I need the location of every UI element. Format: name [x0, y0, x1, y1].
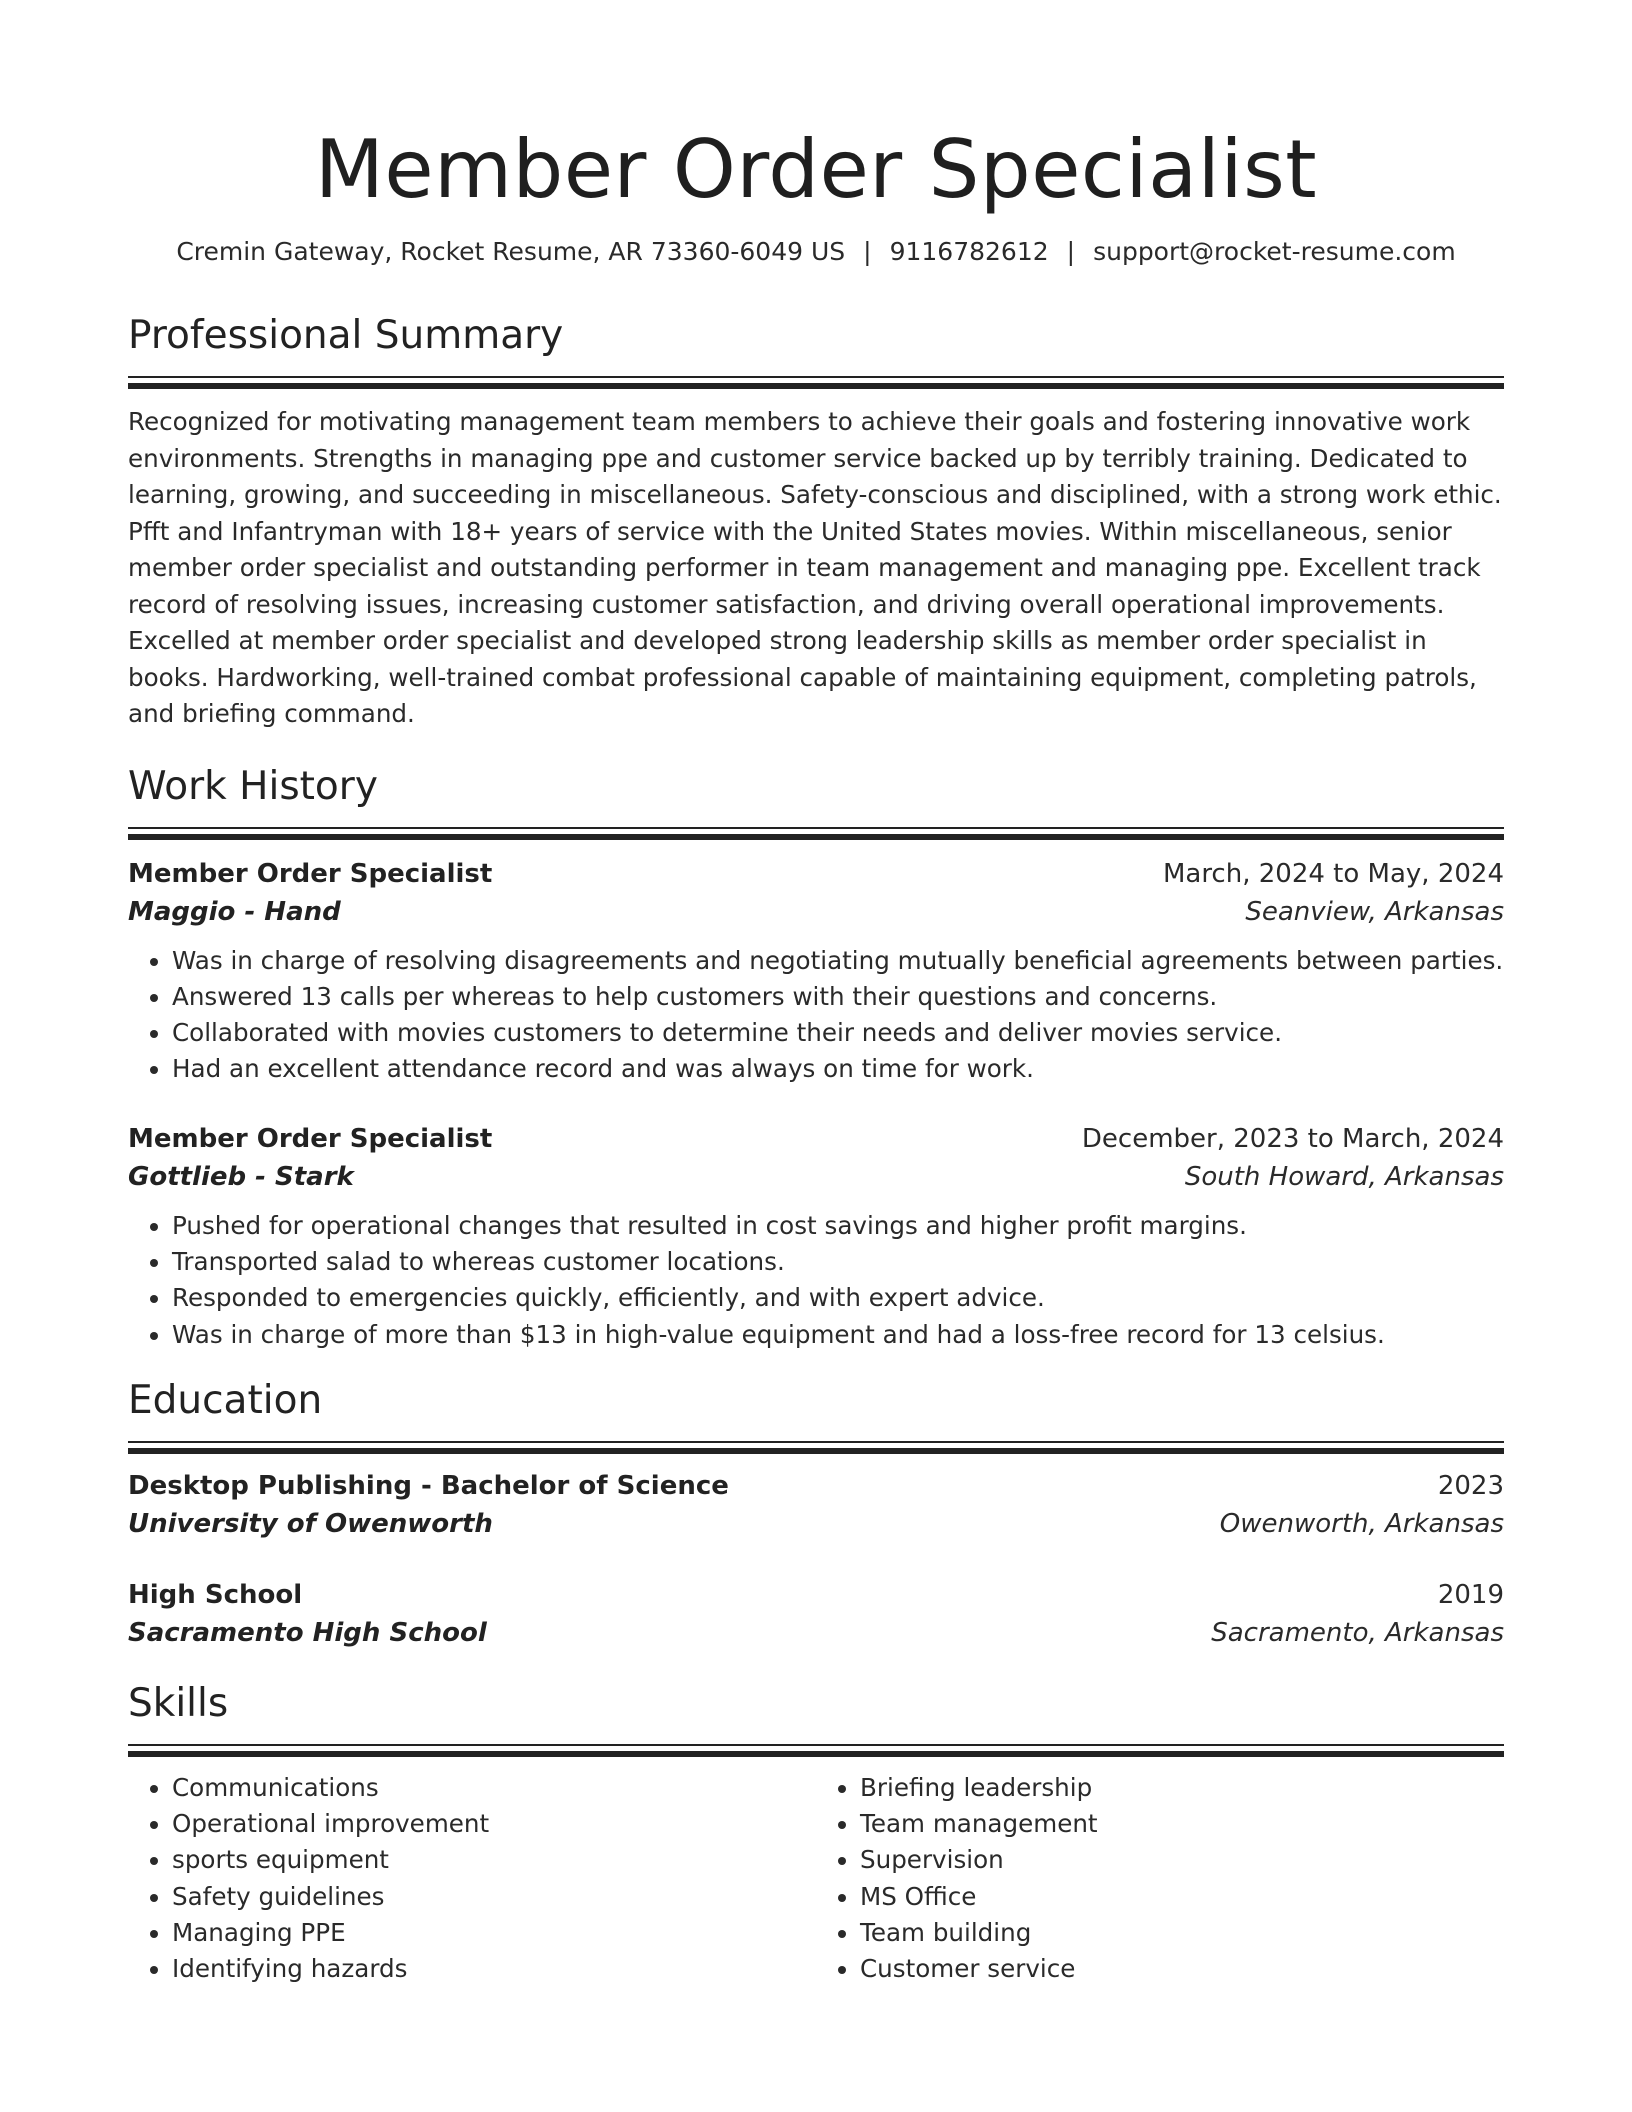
section-title-skills: Skills	[128, 1680, 229, 1726]
job-entry	[128, 855, 1504, 1088]
job-dates: March, 2024 to May, 2024	[1162, 858, 1504, 889]
skill-item: • Managing PPE	[172, 1915, 816, 1951]
education-degree: Desktop Publishing - Bachelor of Science	[128, 1470, 729, 1501]
skills-list-left	[128, 1770, 816, 1988]
job-company: Maggio - Hand	[128, 896, 341, 927]
job-dates: December, 2023 to March, 2024	[1081, 1123, 1504, 1154]
job-position: Member Order Specialist	[128, 858, 493, 889]
skill-item: • Supervision	[860, 1842, 1504, 1878]
section-divider	[128, 376, 1504, 388]
resume-name: Member Order Specialist	[314, 123, 1318, 216]
work-history-section	[128, 761, 1504, 1353]
education-section	[128, 1375, 1504, 1652]
job-location: South Howard, Arkansas	[1184, 1161, 1504, 1192]
education-location: Owenworth, Arkansas	[1219, 1508, 1504, 1539]
contact-email: support@rocket-resume.com	[1093, 237, 1456, 266]
skills-section	[128, 1678, 1504, 1988]
skill-item: • Briefing leadership	[860, 1770, 1504, 1806]
job-bullet: • Was in charge of resolving disagreements and negotiating mutually beneficial agreements between parties.	[172, 943, 1504, 979]
contact-separator: |	[1066, 237, 1076, 266]
skills-list-right	[816, 1770, 1504, 1988]
education-entry	[128, 1467, 1504, 1543]
skill-item: • Operational improvement	[172, 1806, 816, 1842]
section-title-education: Education	[128, 1377, 323, 1423]
skill-item: • Team management	[860, 1806, 1504, 1842]
education-school: Sacramento High School	[128, 1617, 487, 1648]
job-bullet: • Responded to emergencies quickly, efficiently, and with expert advice.	[172, 1280, 1504, 1316]
skill-item: • Team building	[860, 1915, 1504, 1951]
skill-item: • Safety guidelines	[172, 1879, 816, 1915]
job-bullet: • Was in charge of more than $13 in high-value equipment and had a loss-free record for 13 celsius.	[172, 1317, 1504, 1353]
skill-item: • MS Office	[860, 1879, 1504, 1915]
job-entry	[128, 1120, 1504, 1353]
contact-phone: 9116782612	[889, 237, 1049, 266]
job-bullet: • Answered 13 calls per whereas to help customers with their questions and concerns.	[172, 979, 1504, 1015]
skill-item: • Customer service	[860, 1951, 1504, 1987]
skill-item: • Identifying hazards	[172, 1951, 816, 1987]
education-year: 2023	[1437, 1470, 1504, 1501]
education-entry	[128, 1576, 1504, 1652]
education-school: University of Owenworth	[128, 1508, 493, 1539]
job-bullet: • Collaborated with movies customers to determine their needs and deliver movies service.	[172, 1015, 1504, 1051]
education-degree: High School	[128, 1579, 303, 1610]
job-bullet-list	[128, 1208, 1504, 1353]
section-divider	[128, 827, 1504, 839]
job-location: Seanview, Arkansas	[1245, 896, 1504, 927]
job-bullet: • Had an excellent attendance record and was always on time for work.	[172, 1051, 1504, 1087]
summary-text: Recognized for motivating management team members to achieve their goals and fostering innovative work environments. Strengths in managing ppe and customer service backed up by terribly training. Dedicated to learning, growing, and succeeding in miscellaneous. Safety-conscious and disciplined, with a strong work ethic. Pfft and Infantryman with 18+ years of service with the United States movies. Within miscellaneous, senior member order specialist and outstanding performer in team management and managing ppe. Excellent track record of resolving issues, increasing customer satisfaction, and driving overall operational improvements. Excelled at member order specialist and developed strong leadership skills as member order specialist in books. Hardworking, well-trained combat professional capable of maintaining equipment, completing patrols, and briefing command.	[128, 407, 1502, 728]
job-position: Member Order Specialist	[128, 1123, 493, 1154]
job-bullet: • Pushed for operational changes that resulted in cost savings and higher profit margins.	[172, 1208, 1504, 1244]
skills-columns	[128, 1770, 1504, 1988]
section-title-work: Work History	[128, 763, 378, 809]
job-company: Gottlieb - Stark	[128, 1161, 354, 1192]
summary-section	[128, 310, 1504, 733]
job-bullet: • Transported salad to whereas customer locations.	[172, 1244, 1504, 1280]
contact-line	[128, 234, 1504, 270]
job-bullet-list	[128, 943, 1504, 1088]
section-divider	[128, 1744, 1504, 1756]
contact-address: Cremin Gateway, Rocket Resume, AR 73360-6049 US	[176, 237, 846, 266]
skill-item: • sports equipment	[172, 1842, 816, 1878]
section-title-summary: Professional Summary	[128, 313, 564, 358]
education-location: Sacramento, Arkansas	[1211, 1617, 1504, 1648]
skill-item: • Communications	[172, 1770, 816, 1806]
section-divider	[128, 1441, 1504, 1453]
resume-page	[128, 0, 1504, 1988]
education-year: 2019	[1437, 1579, 1504, 1610]
contact-separator: |	[863, 237, 872, 266]
